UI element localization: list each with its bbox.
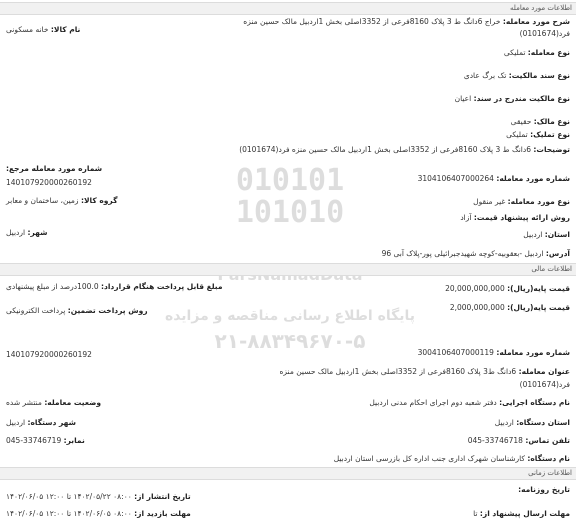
- daily-row: [518, 485, 570, 494]
- title-value: 6دانگ ط3 پلاک 8160فرعی از 3352اصلی بخش 1اردبیل مالک حسین منزه: [279, 367, 517, 376]
- daily-label: تاریخ روزنامه:: [518, 485, 570, 494]
- deposit-method-value: پرداخت الکترونیکی: [6, 306, 66, 315]
- org-province-value: اردبیل: [494, 418, 514, 427]
- payable-value: 100.0درصد از مبلغ پیشنهادی: [6, 282, 99, 291]
- phone-row: [468, 436, 570, 445]
- org-city-row: [6, 418, 76, 427]
- exec-value: دفتر شعبه دوم اجرای احکام مدنی اردبیل: [369, 398, 497, 407]
- watermark-phone: ۲۱-۸۸۳۴۹۶۷۰-۵: [214, 329, 366, 353]
- fin-ref-value: 140107920000260192: [6, 350, 92, 359]
- ref-number-label-row: [6, 164, 102, 173]
- item-name-value: خانه مسکونی: [6, 25, 49, 34]
- item-name-label: نام کالا:: [50, 25, 81, 34]
- deal-type-row: [504, 48, 570, 57]
- phone-label: تلفن تماس:: [525, 436, 570, 445]
- exec-label: نام دستگاه اجرایی:: [499, 398, 570, 407]
- desc-value-2: فرد(0101674): [519, 29, 570, 38]
- desc-label: شرح مورد معامله:: [502, 17, 570, 26]
- fin-deal-number-value: 3004106407000119: [417, 348, 494, 357]
- visit-row: [6, 509, 191, 518]
- org-city-value: اردبیل: [6, 418, 26, 427]
- group-value: زمین، ساختمان و معابر: [6, 196, 79, 205]
- deal-type-value: تملیکی: [503, 48, 526, 57]
- executor-row: [334, 454, 570, 463]
- item-type-label: نوع مورد معامله:: [507, 197, 570, 206]
- address-label: آدرس:: [545, 249, 570, 258]
- publish-label: تاریخ انتشار از:: [134, 492, 191, 501]
- deadline-value: تا: [473, 509, 478, 518]
- section-header-financial: اطلاعات مالی: [0, 263, 576, 276]
- org-city-label: شهر دستگاه:: [27, 418, 76, 427]
- province-row: [523, 230, 570, 239]
- price-method-row: [460, 213, 570, 222]
- payable-row: [6, 282, 223, 291]
- fax-label: نمابر:: [63, 436, 85, 445]
- phone-value: 33746718-045: [467, 436, 523, 445]
- item-type-value: غیر منقول: [473, 197, 506, 206]
- status-row: [6, 398, 101, 407]
- payable-label: مبلغ قابل پرداخت هنگام قرارداد:: [101, 282, 223, 291]
- visit-value: ۰۸:۰۰ ۱۴۰۲/۰۶/۰۵ تا ۱۲:۰۰ ۱۴۰۲/۰۶/۰۵: [6, 509, 132, 518]
- desc-row-2: [520, 29, 570, 38]
- notes-value: 6دانگ ط 3 پلاک 8160فرعی از 3352اصلی بخش 1اردبیل مالک حسین منزه فرد(0101674): [239, 145, 532, 154]
- item-name-row: [6, 25, 80, 34]
- title-row: [279, 367, 570, 376]
- base-price-value: 20,000,000,000: [445, 284, 505, 293]
- notes-label: توضیحات:: [533, 145, 570, 154]
- watermark-digits-2: 101010: [235, 195, 345, 230]
- deal-number-row: [418, 174, 570, 183]
- province-label: استان:: [544, 230, 570, 239]
- notes-row: [239, 145, 570, 154]
- section-header-time: اطلاعات زمانی: [0, 467, 576, 480]
- org-province-row: [495, 418, 570, 427]
- fax-row: [6, 436, 85, 445]
- publish-row: [6, 492, 191, 501]
- visit-label: مهلت بازدید از:: [134, 509, 191, 518]
- watermark-slogan: پایگاه اطلاع رسانی مناقصه و مزایده: [164, 308, 416, 324]
- ownership-value: اعیان: [454, 94, 472, 103]
- deposit-label: قیمت پایه(ریال):: [507, 303, 570, 312]
- group-row: [6, 196, 117, 205]
- price-method-value: آزاد: [460, 213, 472, 222]
- deed-type-row: [464, 71, 570, 80]
- address-value: اردبیل -بعقوبیه-کوچه شهیدجبرائیلی پور-پلاک آبی 96: [381, 249, 544, 258]
- transfer-type-label: نوع تملیک:: [530, 130, 570, 139]
- deposit-method-label: روش پرداخت تضمین:: [67, 306, 148, 315]
- deposit-row: [450, 303, 570, 312]
- transfer-type-value: تملیکی: [506, 130, 528, 139]
- exec-row: [369, 398, 570, 407]
- executor-label: نام دستگاه:: [527, 454, 570, 463]
- fin-ref-row: [6, 350, 92, 359]
- desc-value: خراج 6دانگ ط 3 پلاک 8160فرعی از 3352اصلی بخش 1اردبیل مالک حسین منزه: [243, 17, 501, 26]
- province-value: اردبیل: [523, 230, 543, 239]
- ref-number-value: 140107920000260192: [6, 178, 92, 187]
- deal-number-value: 3104106407000264: [417, 174, 494, 183]
- address-row: [382, 249, 570, 258]
- transfer-type-row: [506, 130, 570, 139]
- fin-deal-number-label: شماره مورد معامله:: [496, 348, 570, 357]
- deposit-value: 2,000,000,000: [449, 303, 505, 312]
- executor-value: کارشناسان شهرک اداری جنب اداره کل بازرسی استان اردبیل: [333, 454, 525, 463]
- deal-number-label: شماره مورد معامله:: [496, 174, 570, 183]
- publish-value: ۰۸:۰۰ ۱۴۰۲/۰۵/۲۲ تا ۱۲:۰۰ ۱۴۰۲/۰۶/۰۵: [6, 492, 132, 501]
- owner-type-label: نوع مالک:: [533, 117, 570, 126]
- desc-row: [243, 17, 570, 26]
- fax-value: 33746719-045: [6, 436, 62, 445]
- title-value-2: فرد(0101674): [519, 380, 570, 389]
- base-price-label: قیمت پایه(ریال):: [507, 284, 570, 293]
- price-method-label: روش ارائه پیشنهاد قیمت:: [473, 213, 570, 222]
- status-value: منتشر شده: [6, 398, 42, 407]
- deed-type-value: تک برگ عادی: [463, 71, 507, 80]
- status-label: وضعیت معامله:: [44, 398, 102, 407]
- deadline-row: [473, 509, 570, 518]
- city-label: شهر:: [27, 228, 48, 237]
- base-price-row: [445, 284, 570, 293]
- city-value: اردبیل: [6, 228, 26, 237]
- item-type-row: [473, 197, 570, 206]
- section-header-details: اطلاعات مورد معامله: [0, 2, 576, 15]
- group-label: گروه کالا:: [80, 196, 118, 205]
- ownership-row: [455, 94, 570, 103]
- title-row-2: [520, 380, 570, 389]
- deposit-method-row: [6, 306, 148, 315]
- deadline-label: مهلت ارسال پیشنهاد از:: [479, 509, 570, 518]
- fin-deal-number-row: [418, 348, 570, 357]
- org-province-label: استان دستگاه:: [516, 418, 570, 427]
- ref-number-label: شماره مورد معامله مرجع:: [6, 164, 103, 173]
- deal-type-label: نوع معامله:: [527, 48, 570, 57]
- owner-type-value: حقیقی: [510, 117, 532, 126]
- city-row: [6, 228, 47, 237]
- deed-type-label: نوع سند مالکیت:: [508, 71, 570, 80]
- title-label: عنوان معامله:: [518, 367, 570, 376]
- watermark-digits-1: 010101: [235, 163, 345, 198]
- ownership-label: نوع مالکیت مندرج در سند:: [473, 94, 570, 103]
- ref-number-value-row: [6, 178, 92, 187]
- owner-type-row: [511, 117, 570, 126]
